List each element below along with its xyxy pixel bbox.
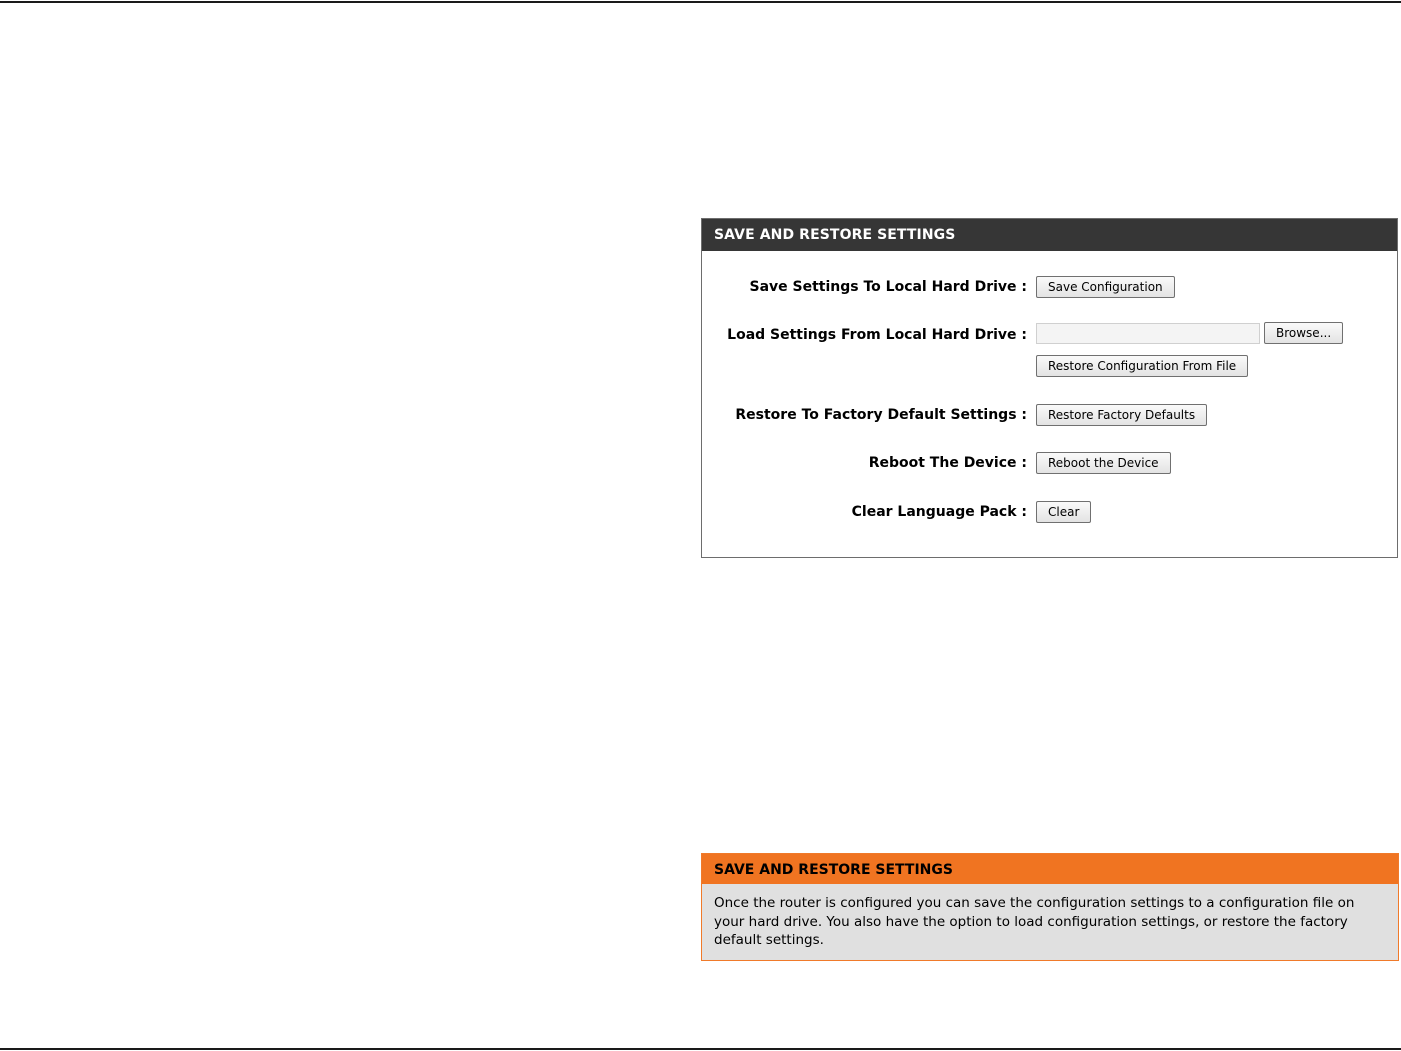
restore-factory-defaults-button[interactable]: Restore Factory Defaults xyxy=(1036,404,1207,426)
save-settings-label: Save Settings To Local Hard Drive : xyxy=(749,279,1027,295)
reboot-device-button[interactable]: Reboot the Device xyxy=(1036,452,1171,474)
help-text: Once the router is configured you can save the configuration settings to a configuration file on your hard drive. You also have the option to load configuration settings, or restore the factory default settings. xyxy=(714,895,1355,948)
help-title: SAVE AND RESTORE SETTINGS xyxy=(702,854,1398,884)
browse-button[interactable]: Browse... xyxy=(1264,322,1343,344)
save-configuration-button[interactable]: Save Configuration xyxy=(1036,276,1175,298)
clear-language-pack-label: Clear Language Pack : xyxy=(851,504,1027,520)
load-settings-label: Load Settings From Local Hard Drive : xyxy=(727,327,1027,343)
factory-default-label: Restore To Factory Default Settings : xyxy=(735,407,1027,423)
save-restore-settings-panel xyxy=(701,218,1398,558)
top-divider xyxy=(0,1,1401,3)
clear-language-pack-button[interactable]: Clear xyxy=(1036,501,1091,523)
reboot-device-label: Reboot The Device : xyxy=(868,455,1027,471)
config-file-input[interactable] xyxy=(1036,323,1260,344)
restore-configuration-button[interactable]: Restore Configuration From File xyxy=(1036,355,1248,377)
panel-title: SAVE AND RESTORE SETTINGS xyxy=(702,219,1397,251)
bottom-divider xyxy=(0,1048,1401,1050)
help-panel xyxy=(701,853,1399,961)
